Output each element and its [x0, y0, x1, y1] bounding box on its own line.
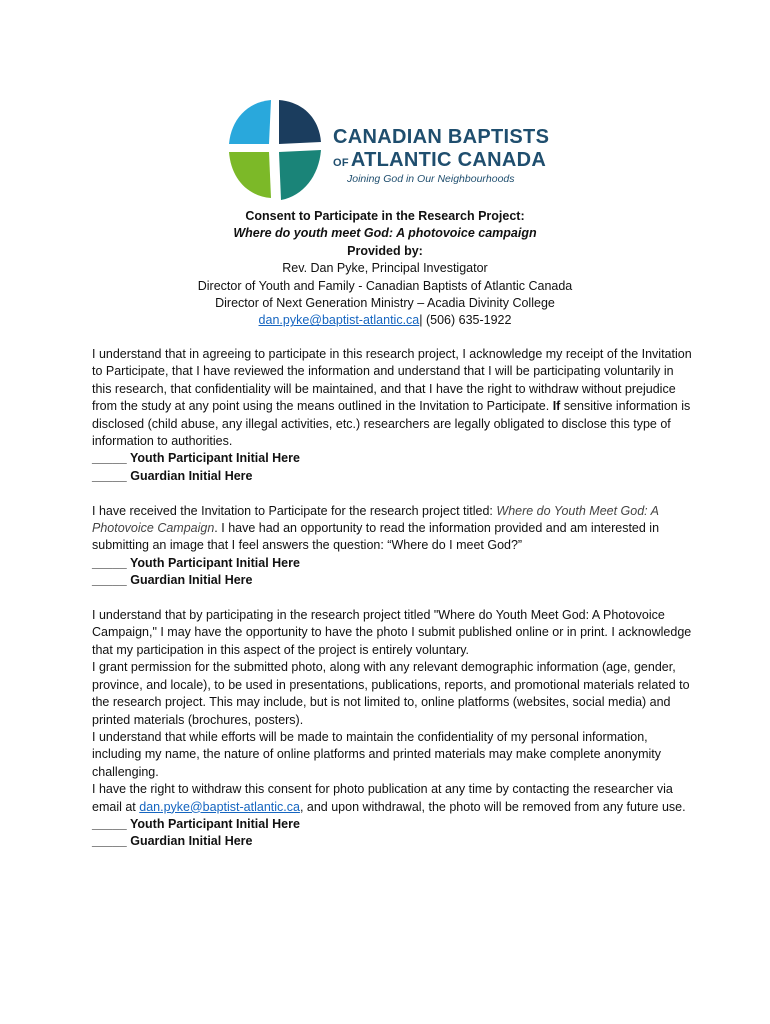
section2-guardian-initial: _____ Guardian Initial Here — [92, 573, 253, 588]
logo-line2: ATLANTIC CANADA — [350, 149, 547, 171]
organization-logo — [225, 96, 550, 206]
section3-paragraph-4: I have the right to withdraw this consent for photo publication at any time by contacting the researcher via email at dan.pyke@baptist-atlantic.ca, and upon withdrawal, the photo will be removed from any future use. — [92, 782, 686, 814]
section3-email-link[interactable]: dan.pyke@baptist-atlantic.ca — [139, 799, 300, 814]
logo-quadrant-bottom-left — [229, 152, 271, 198]
logo-quadrant-top-left — [229, 100, 271, 144]
investigator-name: Rev. Dan Pyke, Principal Investigator — [282, 261, 488, 276]
consent-body — [92, 346, 692, 851]
section1-youth-initial: _____ Youth Participant Initial Here — [92, 451, 300, 466]
document-header — [0, 208, 770, 330]
section3-paragraph-3: I understand that while efforts will be made to maintain the confidentiality of my personal information, including my name, the nature of online platforms and printed materials may make complete anonymity challenging. — [92, 729, 662, 779]
section1-guardian-initial: _____ Guardian Initial Here — [92, 468, 253, 483]
section2-text: I have received the Invitation to Participate for the research project titled: Where do Youth Meet God: A Photovoice Campaign. I have had an opportunity to read the information provided and am interested in submitting an image that I feel answers the question: “Where do I meet God?” — [92, 503, 660, 553]
investigator-role-1: Director of Youth and Family - Canadian Baptists of Atlantic Canada — [197, 278, 573, 293]
section3-youth-initial: _____ Youth Participant Initial Here — [92, 816, 300, 831]
section2-youth-initial: _____ Youth Participant Initial Here — [92, 555, 300, 570]
logo-of: OF — [333, 157, 349, 169]
section3-paragraph-2: I grant permission for the submitted photo, along with any relevant demographic information (age, gender, province, and locale), to be used in presentations, publications, reports, and promotional materials related to the research project. This may include, but is not limited to, online platforms (websites, social media) and printed materials (brochures, posters). — [92, 660, 690, 727]
logo-quadrant-bottom-right — [279, 150, 321, 200]
section3-paragraph-1: I understand that by participating in the research project titled "Where do Youth Meet God: A Photovoice Campaign," I may have the opportunity to have the photo I submit published online or in print. I acknowledge that my participation in this aspect of the project is entirely voluntary. — [92, 608, 692, 657]
logo-emblem-icon — [225, 96, 325, 206]
contact-email-link[interactable]: dan.pyke@baptist-atlantic.ca — [258, 313, 420, 328]
consent-title: Consent to Participate in the Research Project: — [245, 209, 525, 223]
logo-line1: CANADIAN BAPTISTS — [333, 126, 550, 148]
provided-by-label: Provided by: — [347, 243, 423, 258]
section1-text: I understand that in agreeing to participate in this research project, I acknowledge my receipt of the Invitation to Participate, that I have reviewed the information and understand that I will be participating voluntarily in this research, that confidentiality will be maintained, and that I have the right to withdraw without prejudice from the study at any point using the means outlined in the Invitation to Participate. If sensitive information is disclosed (child abuse, any illegal activities, etc.) researchers are legally obligated to disclose this type of information to authorities. — [92, 347, 692, 449]
project-title: Where do youth meet God: A photovoice campaign — [233, 226, 537, 241]
section3-guardian-initial: _____ Guardian Initial Here — [92, 834, 253, 849]
logo-tagline: Joining God in Our Neighbourhoods — [347, 173, 515, 185]
logo-quadrant-top-right — [279, 100, 321, 144]
investigator-role-2: Director of Next Generation Ministry – Acadia Divinity College — [215, 296, 555, 311]
contact-phone: | (506) 635-1922 — [419, 313, 512, 328]
